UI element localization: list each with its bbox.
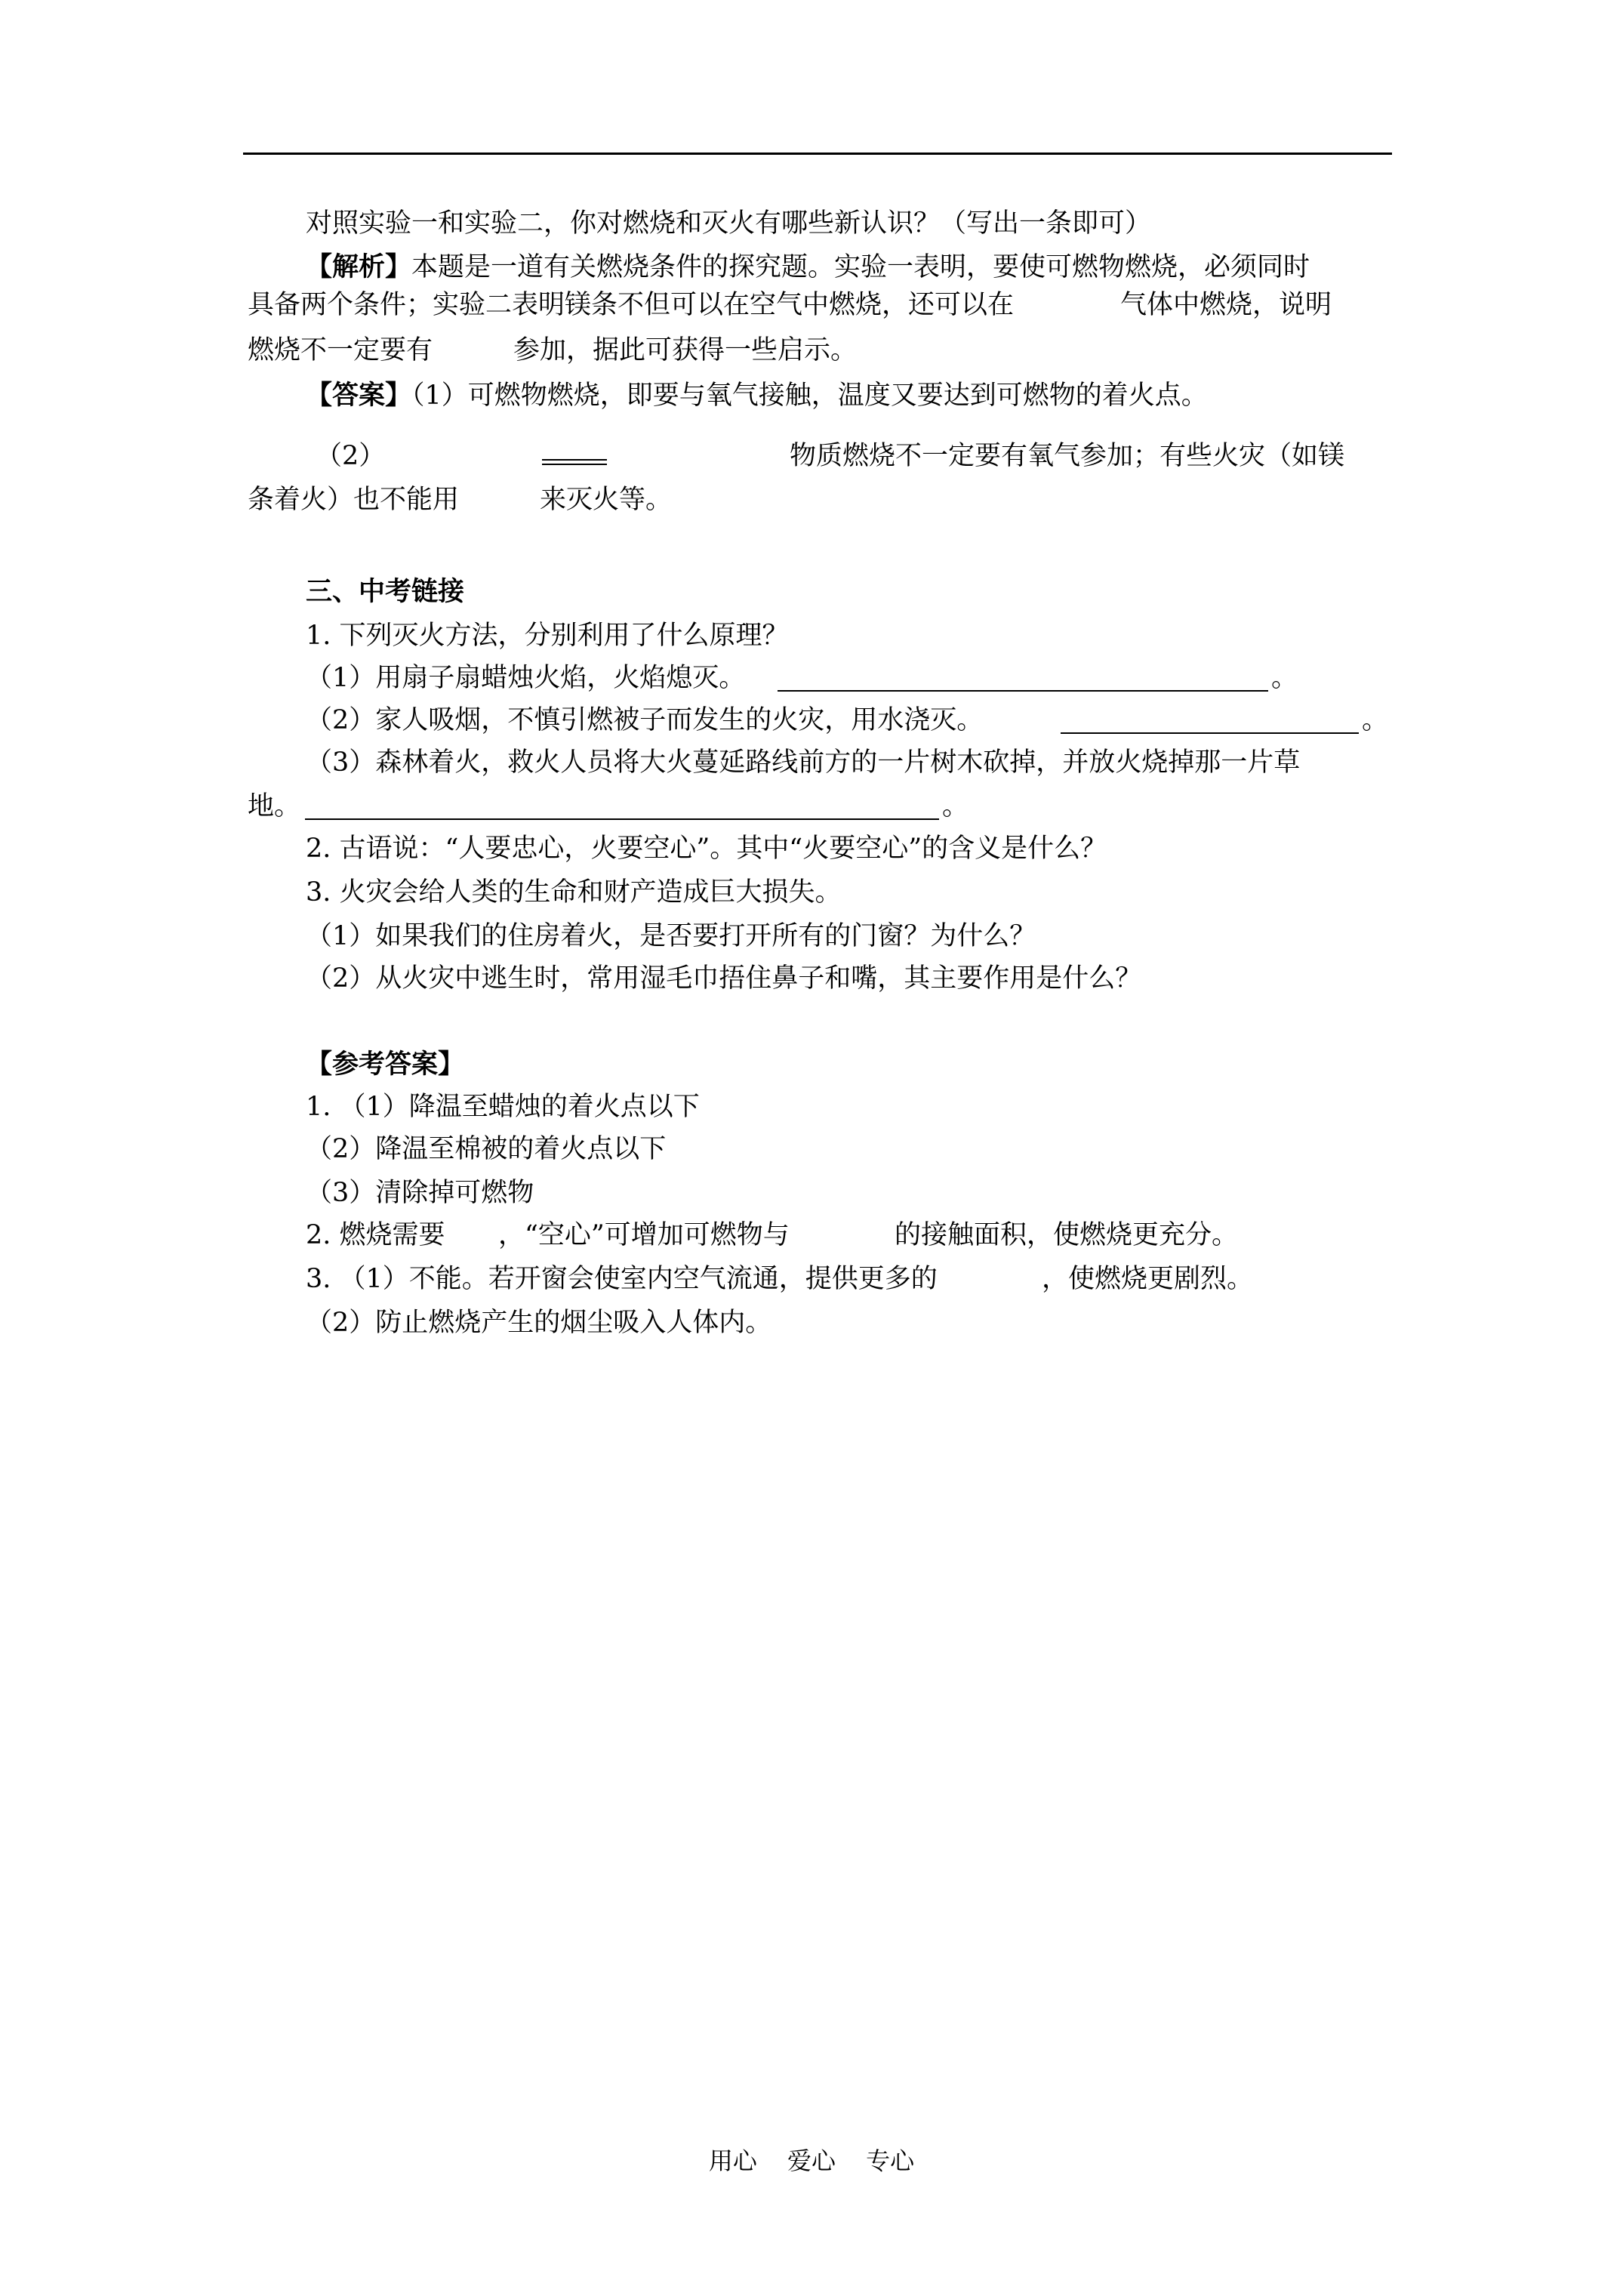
answer-part-1: （1）可燃物燃烧，即要与氧气接触，温度又要达到可燃物的着火点。 bbox=[411, 381, 1208, 411]
answer-blank-1-3 bbox=[305, 818, 939, 820]
reference-1-1: 1. （1）降温至蜡烛的着火点以下 bbox=[306, 1092, 700, 1122]
reference-3-1a: 3. （1）不能。若开窗会使室内空气流通，提供更多的 bbox=[306, 1264, 938, 1294]
period-1-3: 。 bbox=[942, 791, 969, 821]
reference-2c: 的接触面积，使燃烧更充分。 bbox=[895, 1220, 1239, 1250]
page-footer: 用心 爱心 专心 bbox=[708, 2147, 915, 2175]
answer-line-1 bbox=[306, 378, 1208, 414]
reference-1-2: （2）降温至棉被的着火点以下 bbox=[306, 1134, 667, 1164]
question-1-1: （1）用扇子扇蜡烛火焰，火焰熄灭。 bbox=[306, 663, 746, 693]
answer-label: 【答案】 bbox=[306, 380, 412, 411]
question-1-3-cont: 地。 bbox=[248, 791, 301, 821]
header-rule bbox=[243, 153, 1392, 155]
answer-blank-1-1 bbox=[778, 690, 1268, 692]
answer-part-2-cont-b: 来灭火等。 bbox=[540, 485, 673, 515]
reference-2a: 2. 燃烧需要 bbox=[306, 1220, 445, 1250]
equation-equal-sign bbox=[542, 459, 607, 465]
answer-part-2-cont-a: 条着火）也不能用 bbox=[248, 485, 460, 515]
answer-part-2-num: （2） bbox=[316, 441, 386, 471]
section-3-title: 三、中考链接 bbox=[306, 576, 465, 607]
reference-2b: ，“空心”可增加可燃物与 bbox=[498, 1220, 790, 1250]
reference-title: 【参考答案】 bbox=[306, 1049, 465, 1080]
question-2: 2. 古语说：“人要忠心，火要空心”。其中“火要空心”的含义是什么？ bbox=[306, 834, 1107, 864]
question-1: 1. 下列灭火方法，分别利用了什么原理？ bbox=[306, 621, 789, 651]
answer-blank-1-2 bbox=[1061, 732, 1359, 734]
question-3-2: （2）从火灾中逃生时，常用湿毛巾捂住鼻子和嘴，其主要作用是什么？ bbox=[306, 963, 1142, 994]
analysis-label: 【解析】 bbox=[306, 251, 412, 282]
reference-3-1b: ，使燃烧更剧烈。 bbox=[1042, 1264, 1254, 1294]
analysis-question: 对照实验一和实验二，你对燃烧和灭火有哪些新认识？（写出一条即可） bbox=[306, 208, 1152, 239]
analysis-line-2: 具备两个条件；实验二表明镁条不但可以在空气中燃烧，还可以在 bbox=[248, 290, 1015, 320]
analysis-line-2b: 气体中燃烧，说明 bbox=[1120, 290, 1332, 320]
answer-part-2-text: 物质燃烧不一定要有氧气参加；有些火灾（如镁 bbox=[790, 441, 1345, 471]
question-1-2: （2）家人吸烟，不慎引燃被子而发生的火灾，用水浇灭。 bbox=[306, 705, 984, 735]
analysis-line-3a: 燃烧不一定要有 bbox=[248, 335, 433, 365]
analysis-line-1 bbox=[306, 249, 1310, 285]
question-3-1: （1）如果我们的住房着火，是否要打开所有的门窗？为什么？ bbox=[306, 921, 1036, 951]
analysis-text-1: 本题是一道有关燃烧条件的探究题。实验一表明，要使可燃物燃烧，必须同时 bbox=[411, 252, 1310, 282]
analysis-line-3b: 参加，据此可获得一些启示。 bbox=[513, 335, 858, 365]
question-3: 3. 火灾会给人类的生命和财产造成巨大损失。 bbox=[306, 877, 842, 908]
period-1-2: 。 bbox=[1362, 705, 1389, 735]
reference-1-3: （3）清除掉可燃物 bbox=[306, 1178, 534, 1208]
reference-3-2: （2）防止燃烧产生的烟尘吸入人体内。 bbox=[306, 1308, 772, 1338]
period-1-1: 。 bbox=[1271, 663, 1298, 693]
question-1-3: （3）森林着火，救火人员将大火蔓延路线前方的一片树木砍掉，并放火烧掉那一片草 bbox=[306, 747, 1301, 778]
